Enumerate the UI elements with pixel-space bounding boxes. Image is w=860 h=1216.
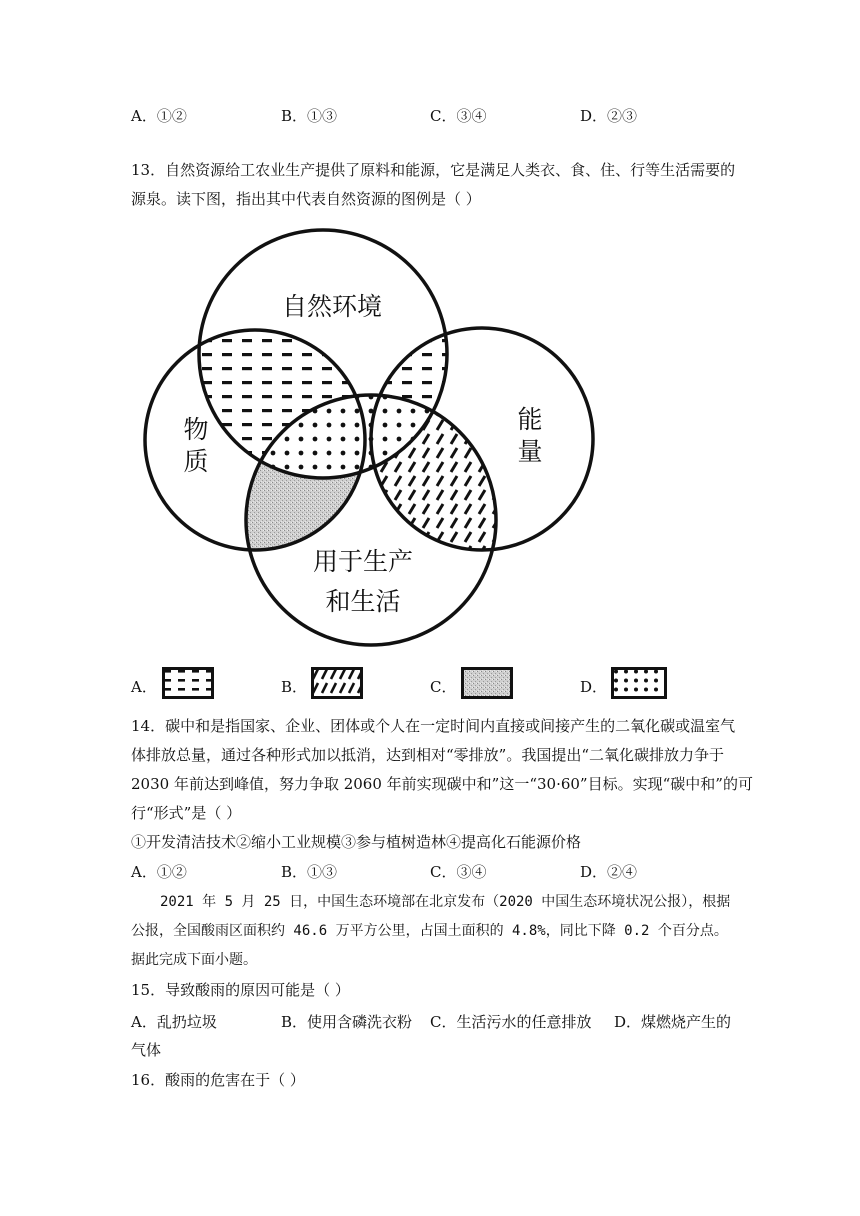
q12-option-c: C．③④ — [430, 107, 487, 125]
label-natural-environment: 自然环境 — [281, 292, 383, 321]
q14-option-b: B．①③ — [281, 863, 338, 881]
legend-dashes-icon — [162, 667, 214, 699]
passage-line-2: 公报，全国酸雨区面积约 46.6 万平方公里，占国土面积的 4.8%，同比下降 0.2 个百分点。 — [131, 923, 728, 939]
q14-stem-line-1: 14．碳中和是指国家、企业、团体或个人在一定时间内直接或间接产生的二氧化碳或温室气 — [131, 717, 736, 735]
q15-option-c: C．生活污水的任意排放 — [430, 1013, 592, 1031]
label-matter-2: 质 — [183, 447, 209, 476]
label-energy-1: 能 — [517, 405, 543, 434]
q14-option-d: D．②④ — [580, 863, 638, 881]
passage-line-1: 2021 年 5 月 25 日，中国生态环境部在北京发布（2020 中国生态环境状况公报），根据 — [160, 894, 731, 910]
q15-stem: 15．导致酸雨的原因可能是（ ） — [131, 981, 350, 999]
q15-option-d: D．煤燃烧产生的 — [614, 1013, 732, 1031]
label-production-2: 和生活 — [325, 587, 401, 616]
q15-option-b: B．使用含磷洗衣粉 — [281, 1013, 413, 1031]
legend-gray-icon — [461, 667, 513, 699]
q14-stem-line-4: 行“形式”是（ ） — [131, 804, 242, 822]
q13-option-c: C． — [430, 678, 457, 696]
q13-option-d: D． — [580, 678, 608, 696]
q13-option-b: B． — [281, 678, 308, 696]
q12-option-a: A．①② — [131, 107, 187, 125]
label-matter-1: 物 — [183, 415, 209, 444]
q16-stem: 16．酸雨的危害在于（ ） — [131, 1071, 305, 1089]
venn-diagram — [140, 222, 610, 652]
q13-option-a: A． — [131, 678, 157, 696]
q14-statements: ①开发清洁技术②缩小工业规模③参与植树造林④提高化石能源价格 — [131, 833, 582, 851]
q14-option-a: A．①② — [131, 863, 187, 881]
q13-stem-line-2: 源泉。读下图，指出其中代表自然资源的图例是（ ） — [131, 190, 481, 208]
q14-option-c: C．③④ — [430, 863, 487, 881]
q14-stem-line-3: 2030 年前达到峰值，努力争取 2060 年前实现碳中和”这一“30·60”目标。实现“碳中和”的可 — [131, 775, 753, 793]
q13-stem-line-1: 13．自然资源给工农业生产提供了原料和能源，它是满足人类衣、食、住、行等生活需要的 — [131, 161, 736, 179]
q15-option-d-continued: 气体 — [131, 1041, 162, 1059]
passage-line-3: 据此完成下面小题。 — [131, 952, 257, 968]
q15-option-a: A．乱扔垃圾 — [131, 1013, 217, 1031]
legend-slashes-icon — [311, 667, 363, 699]
q12-option-d: D．②③ — [580, 107, 638, 125]
legend-dots-icon — [611, 667, 667, 699]
label-energy-2: 量 — [517, 437, 543, 466]
label-production-1: 用于生产 — [312, 547, 414, 576]
q12-option-b: B．①③ — [281, 107, 338, 125]
q14-stem-line-2: 体排放总量，通过各种形式加以抵消，达到相对“零排放”。我国提出“二氧化碳排放力争于 — [131, 746, 725, 764]
